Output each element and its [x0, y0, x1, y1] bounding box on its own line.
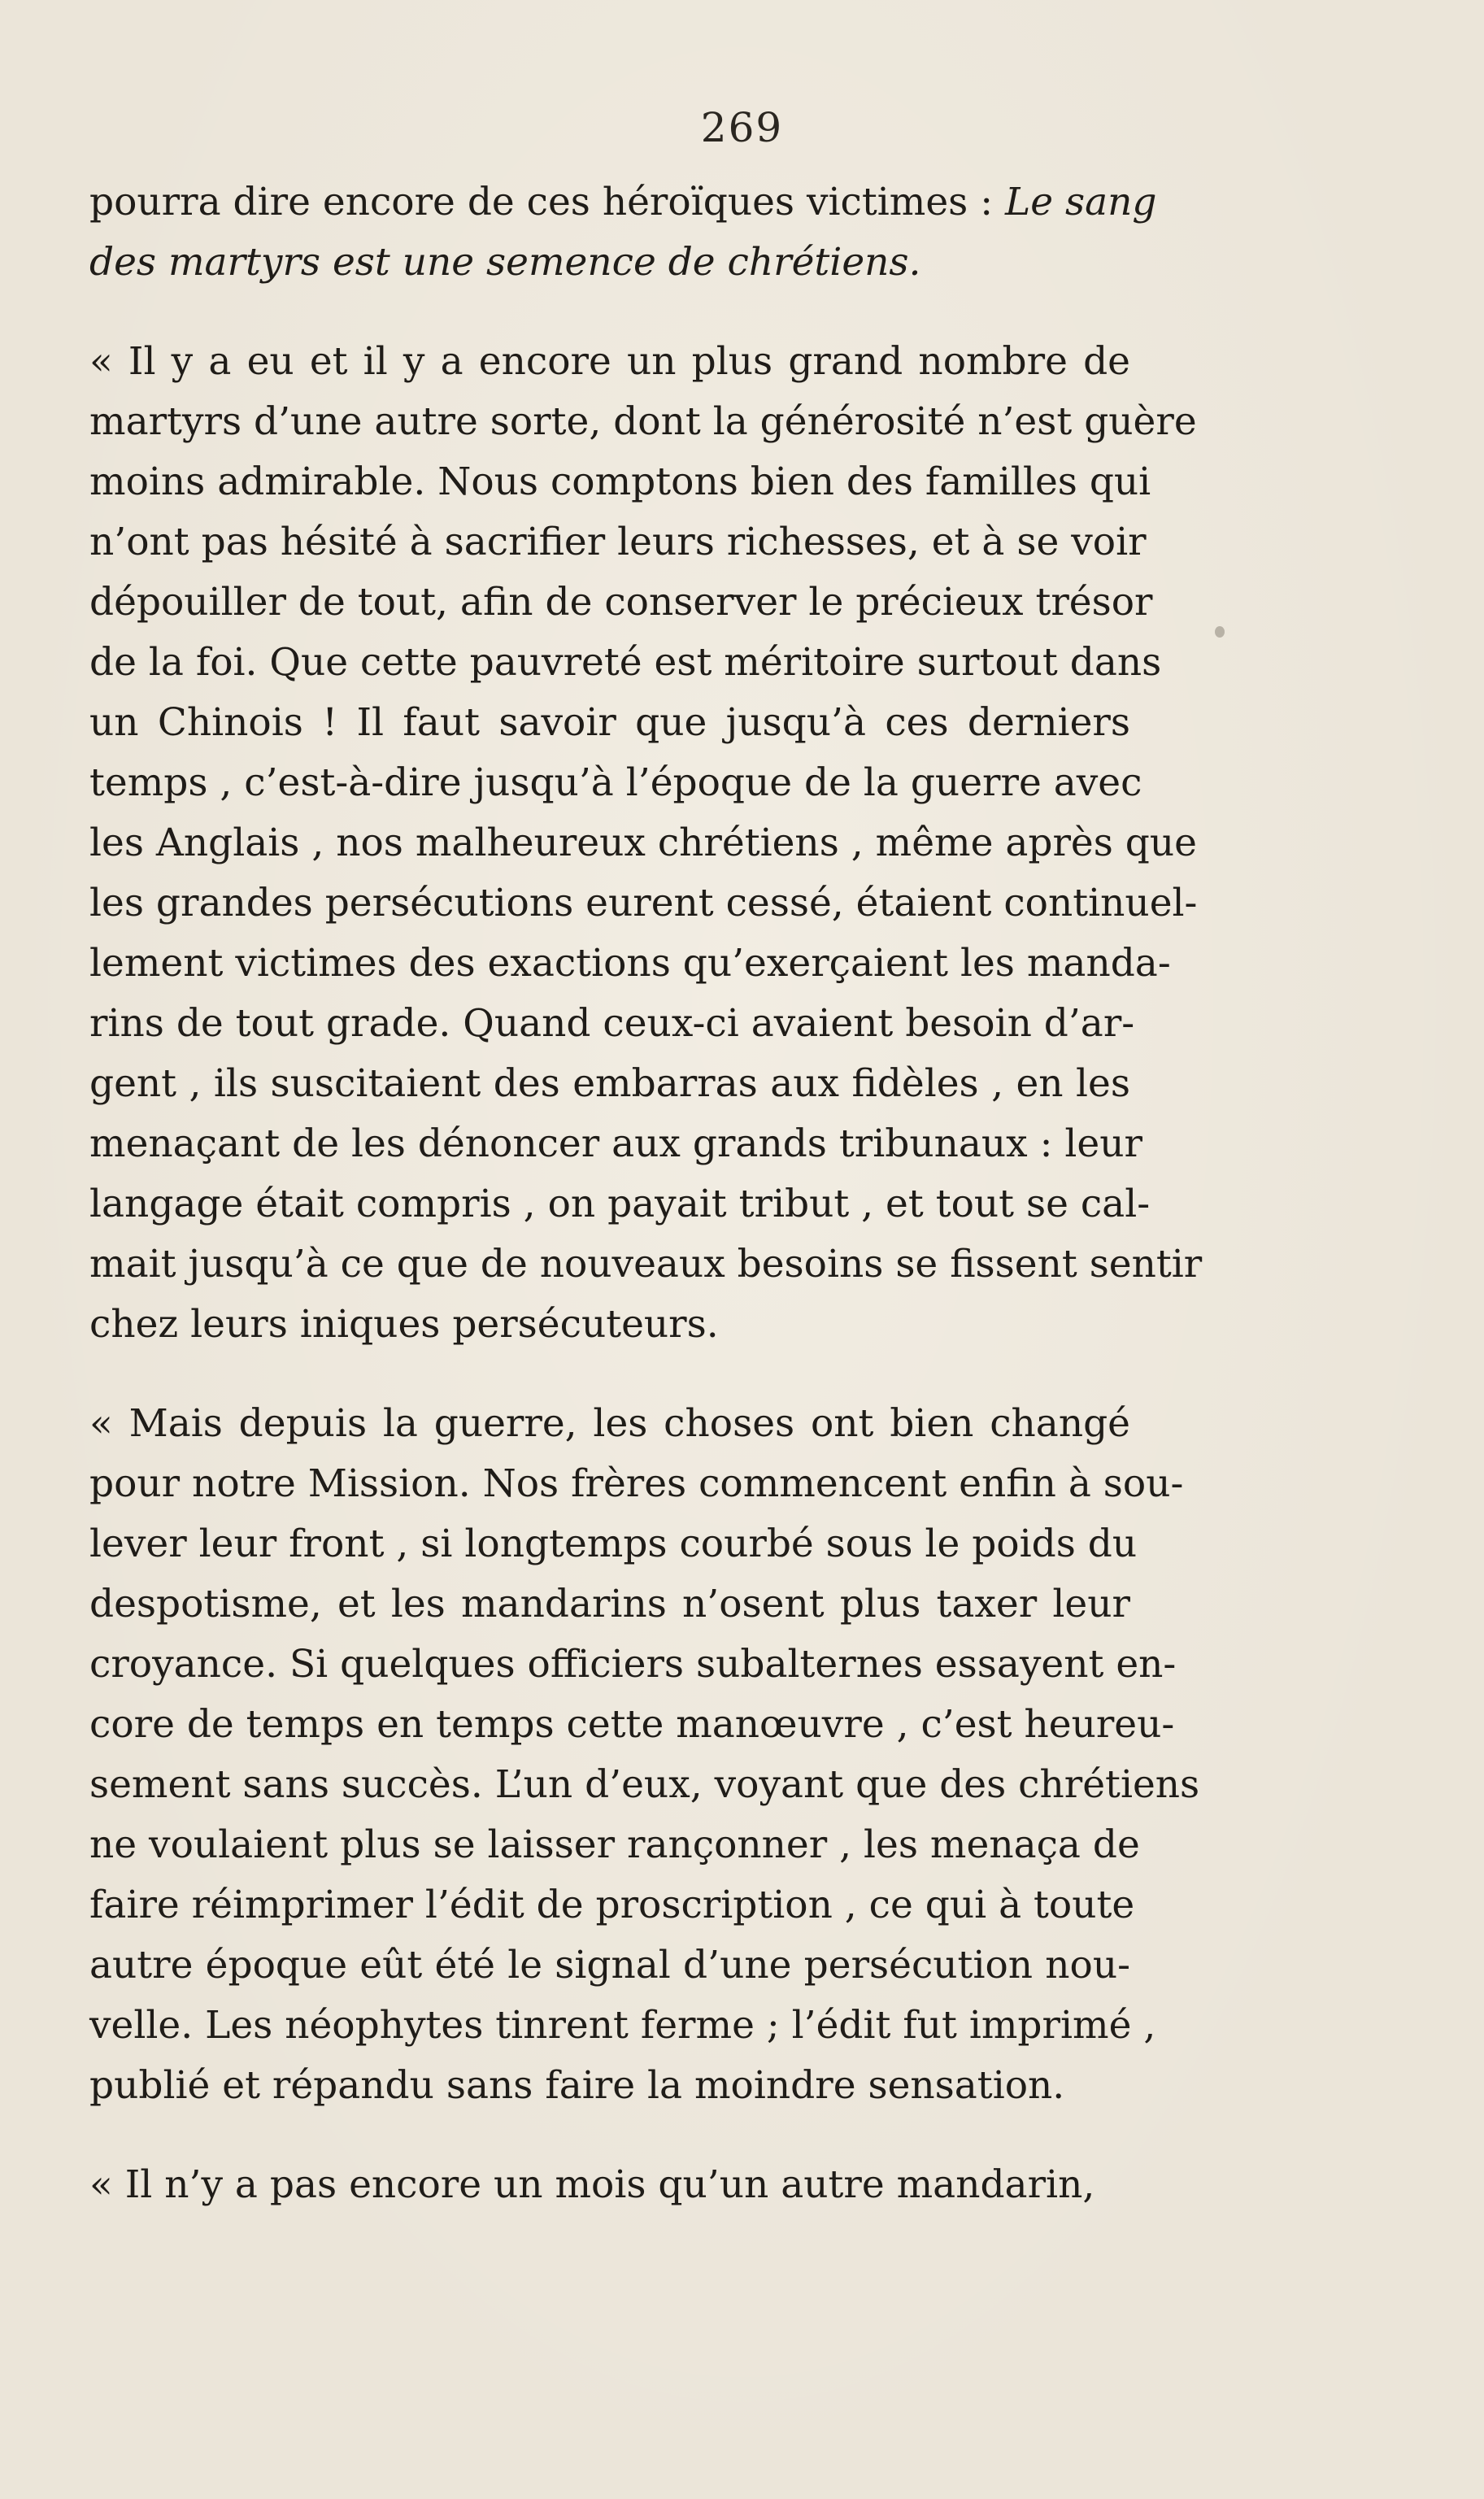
- text-line: « Il n’y a pas encore un mois qu’un autre mandarin,: [89, 2162, 1095, 2207]
- paragraph: [89, 2155, 1130, 2215]
- text-line: « Il y a eu et il y a encore un plus grand nombre de: [89, 339, 1130, 384]
- italic-text: des martyrs est une semence de chrétiens.: [89, 240, 921, 285]
- paper-blemish: [1215, 626, 1225, 638]
- text-line: martyrs d’une autre sorte, dont la générosité n’est guère: [89, 399, 1197, 444]
- text-line: rins de tout grade. Quand ceux-ci avaient besoin d’ar-: [89, 1001, 1135, 1046]
- text-line: autre époque eût été le signal d’une persécution nou-: [89, 1943, 1130, 1987]
- text-line: « Mais depuis la guerre, les choses ont bien changé: [89, 1401, 1130, 1446]
- text-line: n’ont pas hésité à sacrifier leurs richesses, et à se voir: [89, 520, 1147, 564]
- text-line: publié et répandu sans faire la moindre sensation.: [89, 2063, 1065, 2108]
- italic-text: Le sang: [1005, 180, 1157, 224]
- paragraph: [89, 1394, 1200, 2116]
- text-line: les grandes persécutions eurent cessé, étaient continuel-: [89, 881, 1198, 925]
- paragraph: [89, 332, 1203, 1355]
- text-line: mait jusqu’à ce que de nouveaux besoins se fissent sentir: [89, 1242, 1203, 1287]
- paragraph: [89, 172, 1157, 293]
- text-line: lever leur front , si longtemps courbé sous le poids du: [89, 1522, 1138, 1566]
- page-number: 269: [700, 104, 784, 151]
- text-line: chez leurs iniques persécuteurs.: [89, 1302, 719, 1347]
- paragraph-gap: [89, 293, 1130, 332]
- text-line: core de temps en temps cette manœuvre , c’est heureu-: [89, 1702, 1175, 1747]
- text-line: [89, 172, 1157, 233]
- text-line: menaçant de les dénoncer aux grands tribunaux : leur: [89, 1121, 1142, 1166]
- text-line: velle. Les néophytes tinrent ferme ; l’édit fut imprimé ,: [89, 2003, 1156, 2048]
- text-segment: pourra dire encore de ces héroïques victimes :: [89, 180, 1006, 224]
- text-line: langage était compris , on payait tribut , et tout se cal-: [89, 1182, 1151, 1226]
- text-line: dépouiller de tout, afin de conserver le précieux trésor: [89, 580, 1153, 625]
- paragraph-gap: [89, 1355, 1130, 1394]
- paragraph-gap: [89, 2116, 1130, 2155]
- text-line: temps , c’est-à-dire jusqu’à l’époque de la guerre avec: [89, 760, 1142, 805]
- text-line: despotisme, et les mandarins n’osent plus taxer leur: [89, 1582, 1130, 1626]
- text-line: un Chinois ! Il faut savoir que jusqu’à ces derniers: [89, 700, 1130, 745]
- text-line: pour notre Mission. Nos frères commencent enfin à sou-: [89, 1461, 1184, 1506]
- text-line: de la foi. Que cette pauvreté est méritoire surtout dans: [89, 640, 1162, 685]
- text-line: gent , ils suscitaient des embarras aux fidèles , en les: [89, 1061, 1130, 1106]
- text-line: lement victimes des exactions qu’exerçaient les manda-: [89, 941, 1171, 986]
- text-line: [89, 233, 1130, 293]
- text-line: sement sans succès. L’un d’eux, voyant que des chrétiens: [89, 1762, 1200, 1807]
- body-text: [89, 172, 1203, 2215]
- text-line: faire réimprimer l’édit de proscription , ce qui à toute: [89, 1883, 1135, 1927]
- text-line: moins admirable. Nous comptons bien des familles qui: [89, 459, 1151, 504]
- text-line: les Anglais , nos malheureux chrétiens , même après que: [89, 821, 1197, 865]
- text-line: ne voulaient plus se laisser rançonner , les menaça de: [89, 1822, 1140, 1867]
- text-line: croyance. Si quelques officiers subalternes essayent en-: [89, 1642, 1177, 1687]
